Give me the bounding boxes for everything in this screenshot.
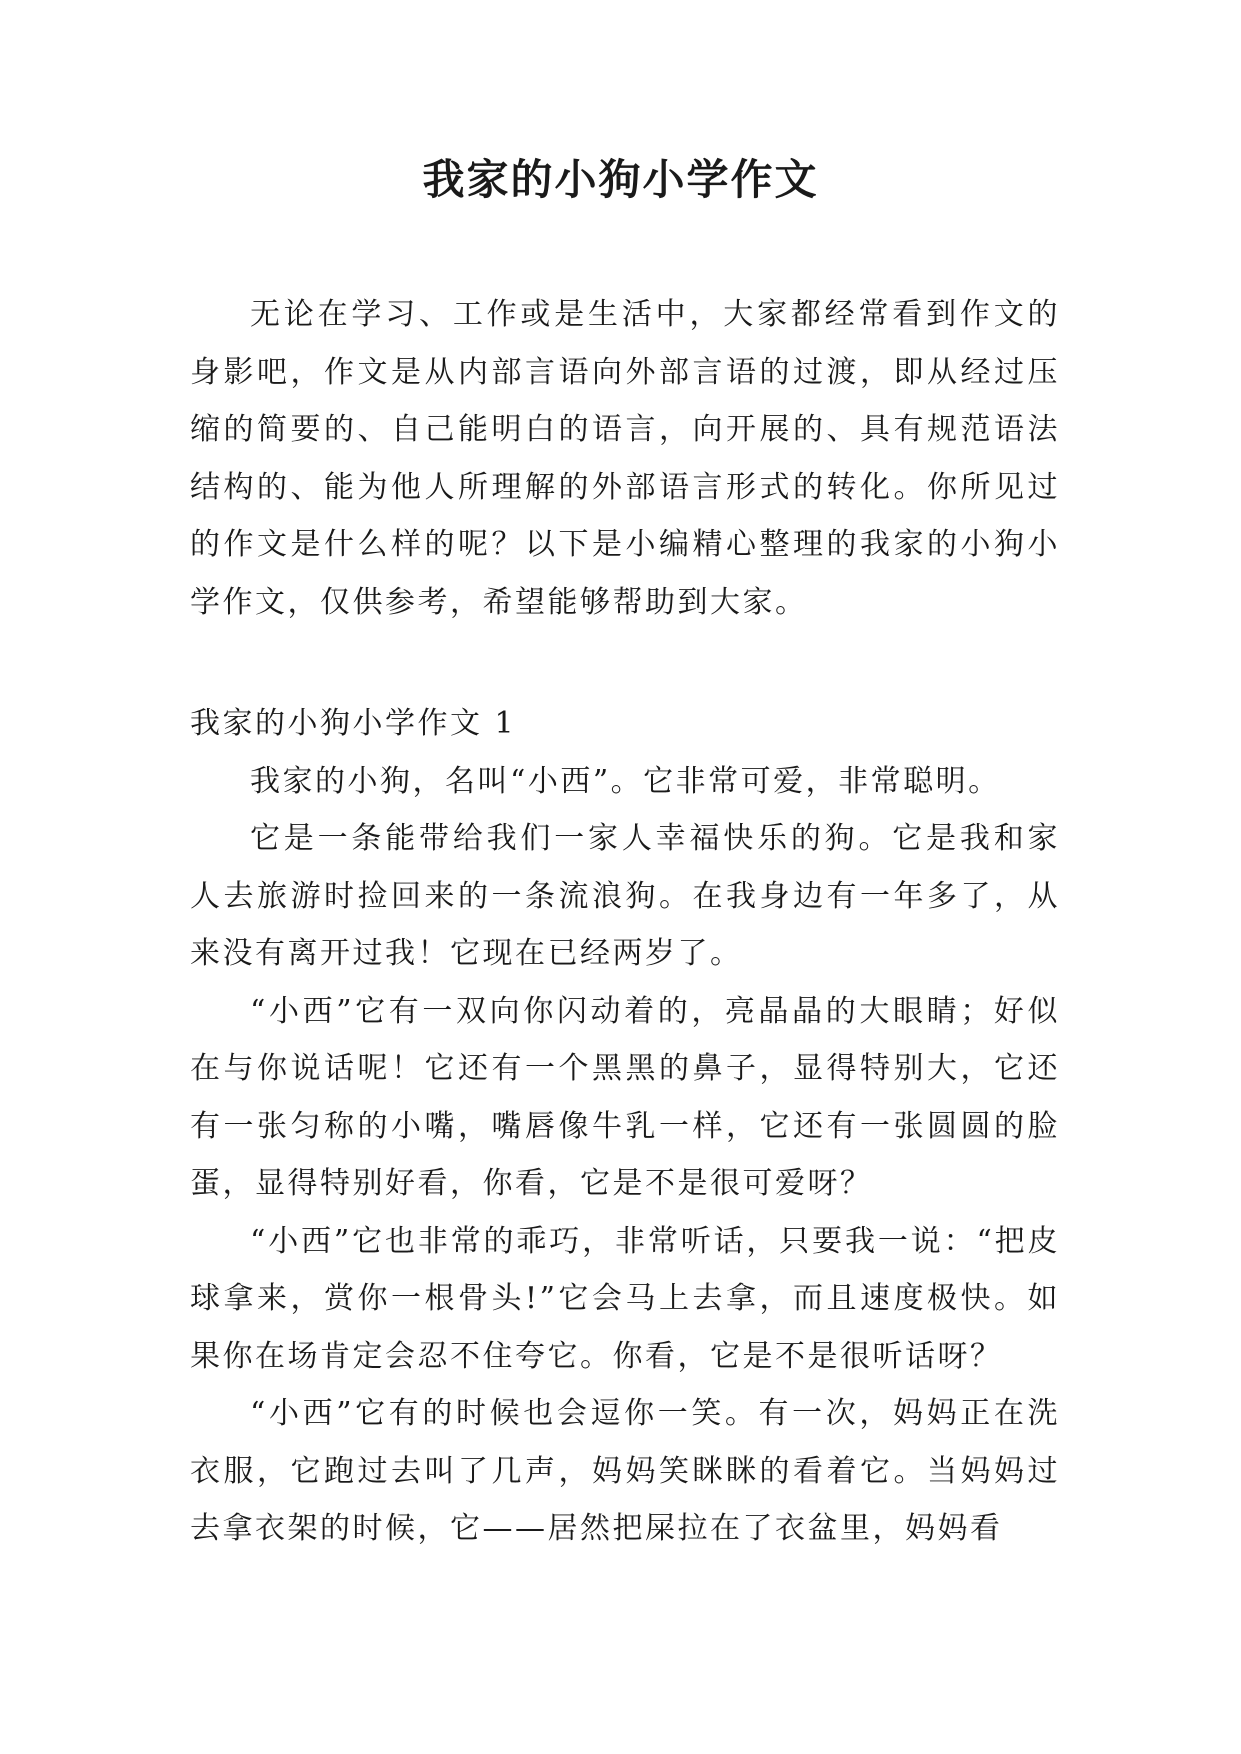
essay-paragraph: “小西”它也非常的乖巧，非常听话，只要我一说：“把皮球拿来，赏你一根骨头!”它会马上去拿，而且速度极快。如果你在场肯定会忍不住夸它。你看，它是不是很听话呀？ <box>190 1223 1060 1374</box>
section-heading: 我家的小狗小学作文 1 <box>190 706 517 741</box>
document-title: 我家的小狗小学作文 <box>422 155 819 204</box>
intro-block <box>190 286 1060 631</box>
essay-paragraph: 我家的小狗，名叫“小西”。它非常可爱，非常聪明。 <box>250 763 1001 799</box>
essay-body <box>190 695 1060 1558</box>
essay-paragraph: “小西”它有的时候也会逗你一笑。有一次，妈妈正在洗衣服，它跑过去叫了几声，妈妈笑眯眯的看着它。当妈妈过去拿衣架的时候，它——居然把屎拉在了衣盆里，妈妈看 <box>190 1396 1060 1546</box>
essay-paragraph: 它是一条能带给我们一家人幸福快乐的狗。它是我和家人去旅游时捡回来的一条流浪狗。在我身边有一年多了，从来没有离开过我！它现在已经两岁了。 <box>190 821 1060 971</box>
essay-paragraph: “小西”它有一双向你闪动着的，亮晶晶的大眼睛；好似在与你说话呢！它还有一个黑黑的鼻子，显得特别大，它还有一张匀称的小嘴，嘴唇像牛乳一样，它还有一张圆圆的脸蛋，显得特别好看，你看，它是不是很可爱呀？ <box>190 993 1060 1201</box>
intro-paragraph: 无论在学习、工作或是生活中，大家都经常看到作文的身影吧，作文是从内部言语向外部言语的过渡，即从经过压缩的简要的、自己能明白的语言，向开展的、具有规范语法结构的、能为他人所理解的外部语言形式的转化。你所见过的作文是什么样的呢？以下是小编精心整理的我家的小狗小学作文，仅供参考，希望能够帮助到大家。 <box>190 297 1060 620</box>
